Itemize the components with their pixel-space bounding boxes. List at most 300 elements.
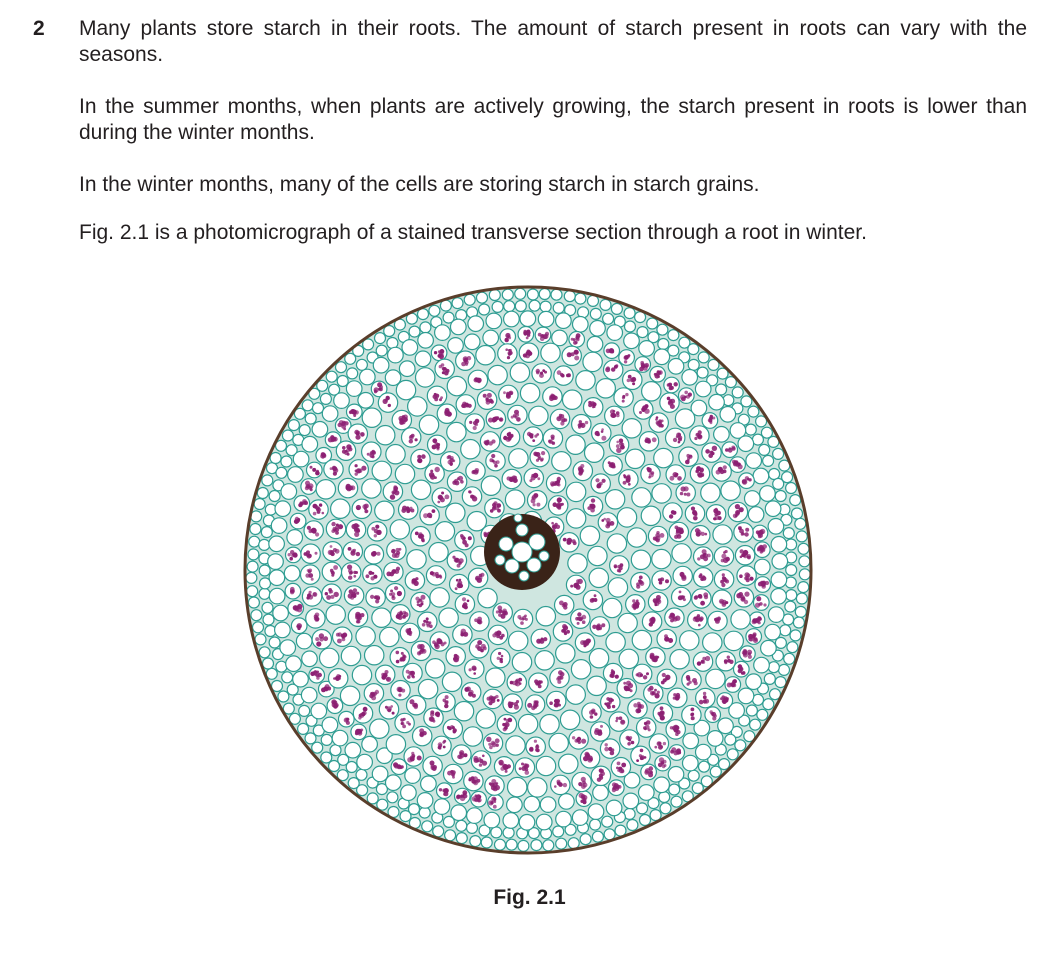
question-number: 2 [33,17,45,40]
cell [745,424,756,435]
cell [510,363,529,382]
cell [796,531,807,542]
cell [301,687,317,703]
cell [627,820,638,831]
cell [268,554,284,570]
root-section-photomicrograph [238,285,818,855]
cell [276,467,287,478]
cell [246,572,257,583]
cell [456,833,467,844]
xylem-vessel [499,537,513,551]
cell [593,785,609,801]
cell [605,490,624,509]
cell [787,642,798,653]
cell [528,778,547,797]
cell [768,607,784,623]
cell [405,768,421,784]
cell [551,289,562,300]
cell [765,624,781,640]
cell [798,582,809,593]
cell [488,365,507,384]
cell [429,305,440,316]
cell [262,602,273,613]
cell [456,820,467,831]
xylem-vessel [519,571,529,581]
cell [484,812,500,828]
cell [461,440,480,459]
cell [596,379,615,398]
cell [476,709,495,728]
cell [299,705,310,716]
cell [775,677,786,688]
cell [592,423,611,442]
cell [332,730,348,746]
cell [707,731,723,747]
cell [454,702,473,721]
cell [429,543,448,562]
cell [625,449,644,468]
cell [346,381,362,397]
question-paragraph-2: In the summer months, when plants are actively growing, the starch present in roots is lower than during the winter months. [79,95,1027,144]
cell [409,326,420,337]
cell [376,426,395,445]
cell [631,550,650,569]
cell [388,347,404,363]
cell [347,368,358,379]
cell [589,649,608,668]
cell [771,572,787,588]
cell [426,659,445,678]
cell [504,301,515,312]
cell [699,761,710,772]
cell [293,671,309,687]
cell [411,480,430,499]
cell [505,490,524,509]
cell [639,785,655,801]
cell [273,605,289,621]
cell [298,723,309,734]
xylem-vessel [495,555,505,565]
cell [320,648,339,667]
cell [773,448,784,459]
cell [503,827,514,838]
cell [312,422,328,438]
cell [451,319,467,335]
cell [590,819,601,830]
cell [688,359,699,370]
cell [269,491,280,502]
cell [439,608,458,627]
cell [506,839,517,850]
vascular-stele [484,514,560,590]
cell [356,359,367,370]
cell [284,566,300,582]
cell [746,705,757,716]
cell [765,501,781,517]
cell [572,772,591,791]
cell [688,344,699,355]
cell [434,799,450,815]
cell [566,435,585,454]
cell [724,631,743,650]
cell [259,539,270,550]
cell [512,653,531,672]
xylem-vessel [527,558,541,572]
cell [580,526,599,545]
cell [275,622,291,638]
cell [588,546,607,565]
cell [576,371,595,390]
cell [509,449,528,468]
xylem-vessel [514,514,522,522]
cell [416,368,435,387]
cell [780,625,791,636]
cell [520,383,539,402]
cell [447,422,466,441]
question-paragraph-3: In the winter months, many of the cells are storing starch in starch grains. [79,173,760,196]
cell [352,665,371,684]
cell [652,549,671,568]
cell [632,488,651,507]
cell [540,797,556,813]
cell [286,656,302,672]
cell [540,715,559,734]
cell [395,464,414,483]
cell [250,524,261,535]
cell [549,733,568,752]
cell [618,613,637,632]
cell [676,483,695,502]
cell [538,311,554,327]
cell [654,777,670,793]
cell [540,301,551,312]
cell [786,565,797,576]
cell [495,839,506,850]
cell [263,614,274,625]
cell [269,536,285,552]
cell [507,797,523,813]
cell [281,484,297,500]
cell [695,381,711,397]
cell [447,376,466,395]
cell [492,301,503,312]
cell [721,481,740,500]
cell [402,340,418,356]
cell [362,736,378,752]
cell [386,775,402,791]
cell [483,330,499,346]
cell [624,333,640,349]
cell [506,736,525,755]
cell [768,662,779,673]
cell [409,804,420,815]
cell [784,653,795,664]
cell [564,291,575,302]
xylem-vessel [505,559,519,573]
cell [467,822,478,833]
cell [775,491,786,502]
cell [669,784,680,795]
cell [624,308,635,319]
cell [287,530,303,546]
cell [296,633,312,649]
cell [536,814,552,830]
cell [489,290,500,301]
cell [336,362,347,373]
cell [713,525,732,544]
cell [738,436,754,452]
cell [779,664,790,675]
cell [399,361,415,377]
question-paragraph-4: Fig. 2.1 is a photomicrograph of a stained transverse section through a root in winter. [79,221,867,244]
cell [375,333,386,344]
cell [783,528,794,539]
cell [647,318,658,329]
cell [585,443,604,462]
cell [421,776,437,792]
cell [528,491,547,510]
cell [556,313,572,329]
cell [259,647,270,658]
cell [792,508,803,519]
cell [606,800,622,816]
cell [518,714,537,733]
cell [468,316,484,332]
cell [698,352,709,363]
cell [746,453,762,469]
cell [519,815,535,831]
cell [259,588,270,599]
cell [288,420,299,431]
cell [408,397,427,416]
cell [486,313,502,329]
cell [536,756,555,775]
cell [790,630,801,641]
cell [771,537,787,553]
cell [786,590,797,601]
cell [668,359,684,375]
cell [675,409,694,428]
cell [627,528,646,547]
figure-caption: Fig. 2.1 [493,886,566,909]
cell [326,371,337,382]
cell [375,501,394,520]
cell [302,436,318,452]
cell [360,369,376,385]
cell [401,785,417,801]
cell [718,718,734,734]
cell [502,289,513,300]
cell [312,742,323,753]
cell [606,633,625,652]
cell [604,829,615,840]
cell [481,476,500,495]
cell [486,668,505,687]
cell [435,522,454,541]
cell [543,840,554,851]
cell [386,735,405,754]
cell [481,837,492,848]
cell [515,288,526,299]
cell [652,484,671,503]
cell [282,672,293,683]
cell [419,415,438,434]
cell [288,467,304,483]
cell [654,448,673,467]
cell [657,324,668,335]
cell [619,649,638,668]
cell [337,376,348,387]
cell [572,810,588,826]
cell [269,637,280,648]
cell [248,597,259,608]
cell [746,674,762,690]
cell [568,838,579,849]
cell [302,651,318,667]
cell [623,793,639,809]
cell [748,507,764,523]
cell [362,479,381,498]
cell [710,766,721,777]
cell [322,406,338,422]
cell [688,770,699,781]
cell [415,351,431,367]
cell [259,565,270,576]
cell [785,601,796,612]
xylem-vessel [512,542,532,562]
cell [701,483,720,502]
cell [467,808,483,824]
cell [772,554,788,570]
cell [529,300,540,311]
cell [520,311,536,327]
cell [799,569,810,580]
cell [709,394,725,410]
cell [390,520,409,539]
cell [716,384,727,395]
cell [602,816,613,827]
cell [418,333,434,349]
cell [320,393,331,404]
cell [356,769,367,780]
cell [417,793,433,809]
cell [795,518,806,529]
cell [539,289,550,300]
cell [477,292,488,303]
cell [727,749,738,760]
cell [376,345,387,356]
cell [396,380,415,399]
cell [588,295,599,306]
cell [553,826,564,837]
cell [430,588,449,607]
cell [478,588,497,607]
cell [617,508,636,527]
cell [625,321,636,332]
cell [251,610,262,621]
cell [321,734,332,745]
cell [275,501,291,517]
cell [609,712,628,731]
cell [316,480,335,499]
cell [587,336,603,352]
cell [659,792,670,803]
cell [498,344,517,363]
cell [568,554,587,573]
cell [529,406,548,425]
cell [753,468,769,484]
cell [271,518,287,534]
cell [583,352,602,371]
cell [334,393,350,409]
cell [448,338,464,354]
cell [611,303,622,314]
cell [608,578,627,597]
cell [575,293,586,304]
cell [697,367,708,378]
cell [387,792,398,803]
cell [735,740,746,751]
cell [464,334,480,350]
cell [386,445,405,464]
cell [590,321,606,337]
cell [311,703,327,719]
cell [773,478,784,489]
cell [761,640,777,656]
cell [759,444,770,455]
cell [748,406,759,417]
cell [763,699,774,710]
cell [524,796,540,812]
cell [527,289,538,300]
cell [345,742,361,758]
cell [600,299,611,310]
cell [745,491,761,507]
xylem-vessel [516,524,528,536]
cell [607,325,623,341]
cell [668,767,684,783]
cell [763,455,774,466]
cell [372,461,391,480]
cell [560,710,579,729]
cell [451,805,467,821]
cell [372,766,388,782]
cell [563,390,582,409]
cell [592,831,603,842]
cell [682,370,698,386]
cell [269,588,285,604]
cell [261,527,272,538]
cell [672,544,691,563]
cell [278,691,289,702]
cell [257,488,268,499]
cell [559,754,578,773]
cell [531,840,542,851]
cell [518,840,529,851]
cell [637,327,648,338]
cell [793,617,804,628]
cell [322,717,338,733]
cell [302,400,313,411]
cell [731,610,750,629]
cell [622,419,641,438]
cell [247,586,258,597]
cell [556,838,567,849]
cell [248,549,259,560]
cell [671,796,682,807]
cell [452,298,463,309]
cell [435,325,451,341]
